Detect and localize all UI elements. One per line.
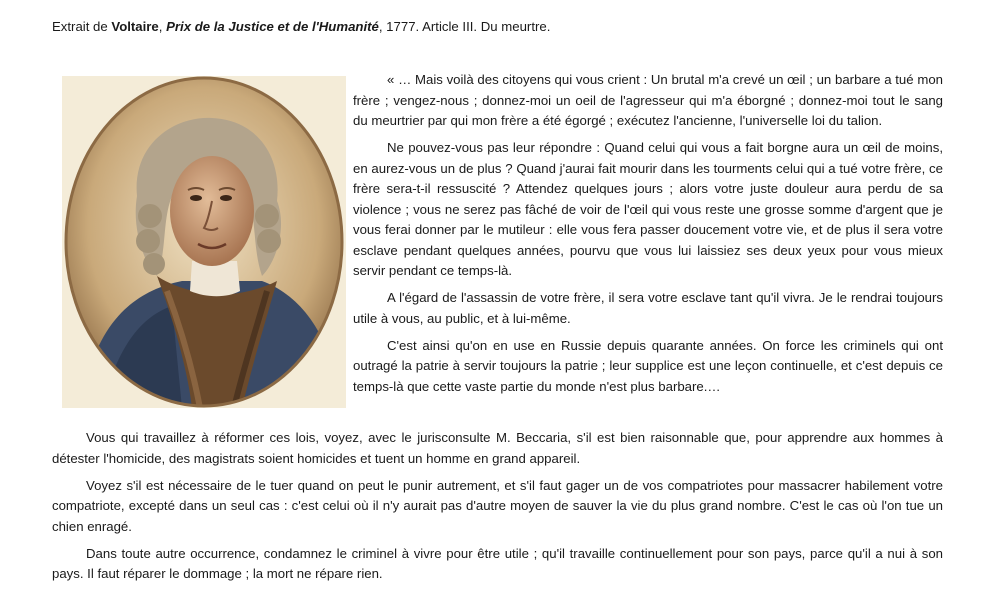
text-full-width — [52, 428, 943, 591]
citation-prefix: Extrait de — [52, 19, 112, 34]
work-title: Prix de la Justice et de l'Humanité — [166, 19, 379, 34]
paragraph: Voyez s'il est nécessaire de le tuer quand on peut le punir autrement, et s'il faut gager un de vos compatriotes pour massacrer habilement votre compatriote, excepté dans un seul cas : c'est celui où il n'y aurait pas d'autre moyen de sauver la vie du plus grand nombre. C'est le cas où l'on tue un chien enragé. — [52, 477, 943, 534]
paragraph: Ne pouvez-vous pas leur répondre : Quand celui qui vous a fait borgne aura un œil de moins, en aurez-vous un de plus ? Quand j'aurai fait mourir dans les tourments celui qui a tué votre frère, ce frère sera-t-il ressuscité ? Attendez quelques jours ; alors votre juste douleur aura perdu de sa violence ; vous ne serez pas fâché de voir de l'œil qui vous reste une grosse somme d'argent que je vous ferai donner par le mutileur : elle vous fera passer doucement votre vie, et de plus il sera votre esclave pendant quelques années, pourvu que vous lui laissiez ses deux yeux pour vous mieux servir pendant ce temps-là. — [353, 140, 943, 278]
paragraph: A l'égard de l'assassin de votre frère, il sera votre esclave tant qu'il vivra. Je le rendrai toujours utile à vous, au public, et à lui-même. — [353, 290, 943, 326]
paragraph: Vous qui travaillez à réformer ces lois, voyez, avec le jurisconsulte M. Beccaria, s'il est bien raisonnable que, pour apprendre aux hommes à détester l'homicide, des magistrats soient homicides et tuent un homme en grand appareil. — [52, 430, 943, 466]
paragraph: C'est ainsi qu'on en use en Russie depuis quarante années. On force les criminels qui ont outragé la patrie à servir toujours la patrie ; leur supplice est une leçon continuelle, et c'est depuis ce temps-là que cette vaste partie du monde n'est plus barbare.… — [353, 337, 943, 394]
citation-suffix: , 1777. Article III. Du meurtre. — [378, 19, 551, 34]
author-name: Voltaire — [111, 19, 159, 34]
source-citation — [52, 18, 550, 36]
citation-separator: , — [158, 19, 167, 34]
voltaire-portrait-icon — [62, 76, 346, 408]
paragraph: Dans toute autre occurrence, condamnez le criminel à vivre pour être utile ; qu'il travaille continuellement pour son pays, parce qu'il a nui à son pays. Il faut réparer le dommage ; la mort ne répare rien. — [52, 545, 943, 581]
text-beside-portrait — [353, 70, 943, 404]
paragraph: « … Mais voilà des citoyens qui vous crient : Un brutal m'a crevé un œil ; un barbare a tué mon frère ; vengez-nous ; donnez-moi un oeil de l'agresseur qui m'a éborgné ; donnez-moi tout le sang du meurtrier par qui mon frère a été égorgé ; exécutez l'ancienne, l'universelle loi du talion. — [353, 72, 943, 128]
